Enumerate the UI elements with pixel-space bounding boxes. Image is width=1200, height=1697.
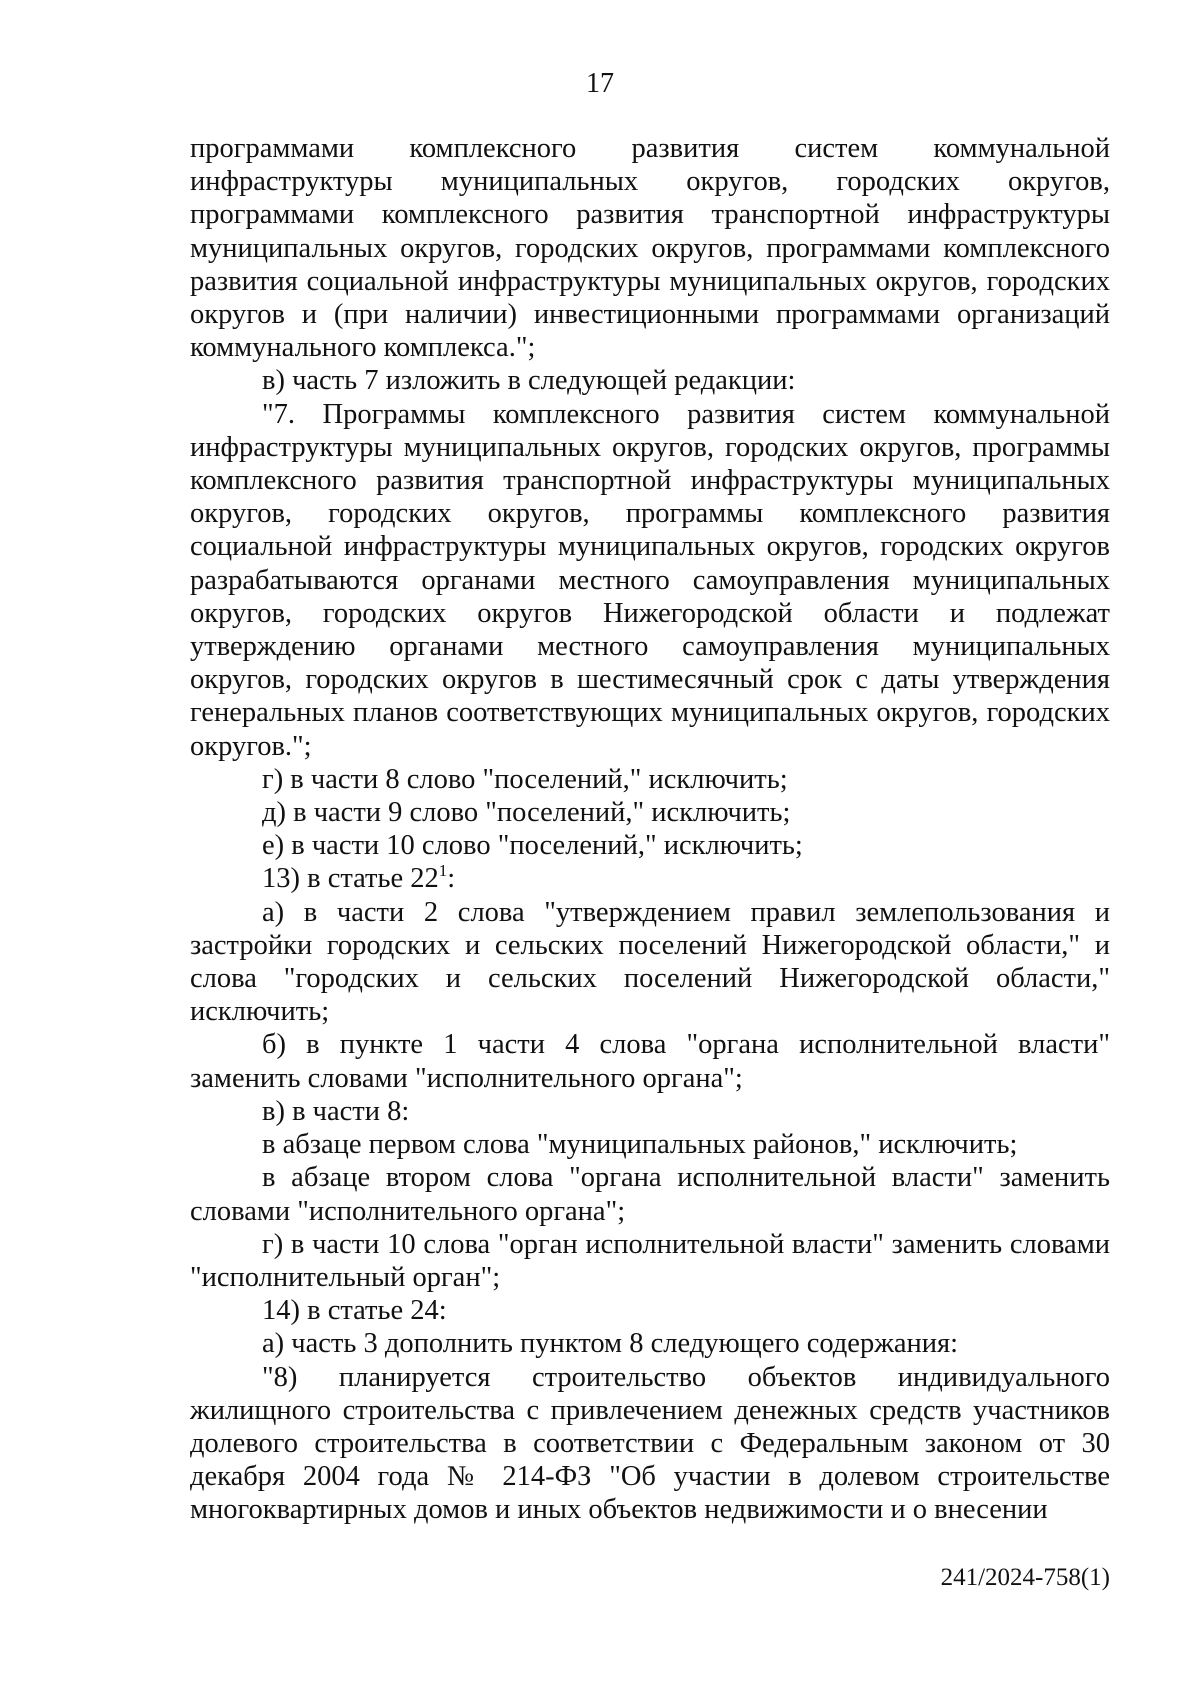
paragraph xyxy=(190,1228,1110,1294)
paragraph-text: программами комплексного развития систем коммунальной инфраструктуры муниципальных округов, городских округов, программами комплексного развития транспортной инфраструктуры муниципальных округов, городских округов, программами комплексного развития социальной инфраструктуры муниципальных округов, городских округов и (при наличии) инвестиционными программами организаций коммунального комплекса."; xyxy=(190,133,1110,364)
paragraph xyxy=(190,132,1110,364)
paragraph-text: "7. Программы комплексного развития систем коммунальной инфраструктуры муниципальных округов, городских округов, программы комплексного развития транспортной инфраструктуры муниципальных округов, городских округов, программы комплексного развития социальной инфраструктуры муниципальных округов, городских округов разрабатываются органами местного самоуправления муниципальных округов, городских округов Нижегородской области и подлежат утверждению органами местного самоуправления муниципальных округов, городских округов в шестимесячный срок с даты утверждения генеральных планов соответствующих муниципальных округов, городских округов."; xyxy=(190,398,1110,762)
paragraph-text: в абзаце втором слова "органа исполнительной власти" заменить словами "исполнительного органа"; xyxy=(190,1162,1110,1227)
paragraph xyxy=(190,1294,1110,1327)
paragraph xyxy=(190,1361,1110,1527)
paragraph xyxy=(190,763,1110,796)
paragraph xyxy=(190,1028,1110,1094)
paragraph-text: 14) в статье 24: xyxy=(262,1295,447,1327)
paragraph xyxy=(190,829,1110,862)
paragraph-text: "8) планируется строительство объектов индивидуального жилищного строительства с привлечением денежных средств участников долевого строительства в соответствии с Федеральным законом от 30 декабря 2004 года № 214-ФЗ "Об участии в долевом строительстве многоквартирных домов и иных объектов недвижимости и о внесении xyxy=(190,1361,1110,1526)
document-code: 241/2024-758(1) xyxy=(940,1564,1110,1591)
page-number: 17 xyxy=(586,68,614,99)
paragraph-suffix: : xyxy=(447,863,456,895)
document-body xyxy=(190,132,1110,1527)
paragraph-text: е) в части 10 слово "поселений," исключить; xyxy=(262,830,803,862)
superscript: 1 xyxy=(438,861,448,881)
paragraph xyxy=(190,796,1110,829)
paragraph xyxy=(190,862,1110,895)
paragraph xyxy=(190,1095,1110,1128)
paragraph xyxy=(190,1161,1110,1227)
paragraph-text: а) часть 3 дополнить пунктом 8 следующего содержания: xyxy=(262,1328,959,1360)
paragraph-text: в) часть 7 изложить в следующей редакции: xyxy=(262,365,796,397)
paragraph xyxy=(190,896,1110,1029)
paragraph xyxy=(190,1327,1110,1360)
paragraph xyxy=(190,364,1110,397)
paragraph-text: г) в части 8 слово "поселений," исключить; xyxy=(262,763,788,795)
paragraph-text: в абзаце первом слова "муниципальных районов," исключить; xyxy=(262,1129,1018,1161)
paragraph-text: д) в части 9 слово "поселений," исключить; xyxy=(262,797,791,829)
paragraph-text: а) в части 2 слова "утверждением правил землепользования и застройки городских и сельских поселений Нижегородской области," и слова "городских и сельских поселений Нижегородской области," исключить; xyxy=(190,896,1110,1028)
paragraph-text: г) в части 10 слова "орган исполнительной власти" заменить словами "исполнительный орган"; xyxy=(190,1228,1110,1293)
paragraph xyxy=(190,1128,1110,1161)
paragraph-text: б) в пункте 1 части 4 слова "органа исполнительной власти" заменить словами "исполнительного органа"; xyxy=(190,1029,1110,1094)
paragraph xyxy=(190,398,1110,763)
paragraph-text: 13) в статье 22 xyxy=(262,863,439,895)
paragraph-text: в) в части 8: xyxy=(262,1095,410,1127)
